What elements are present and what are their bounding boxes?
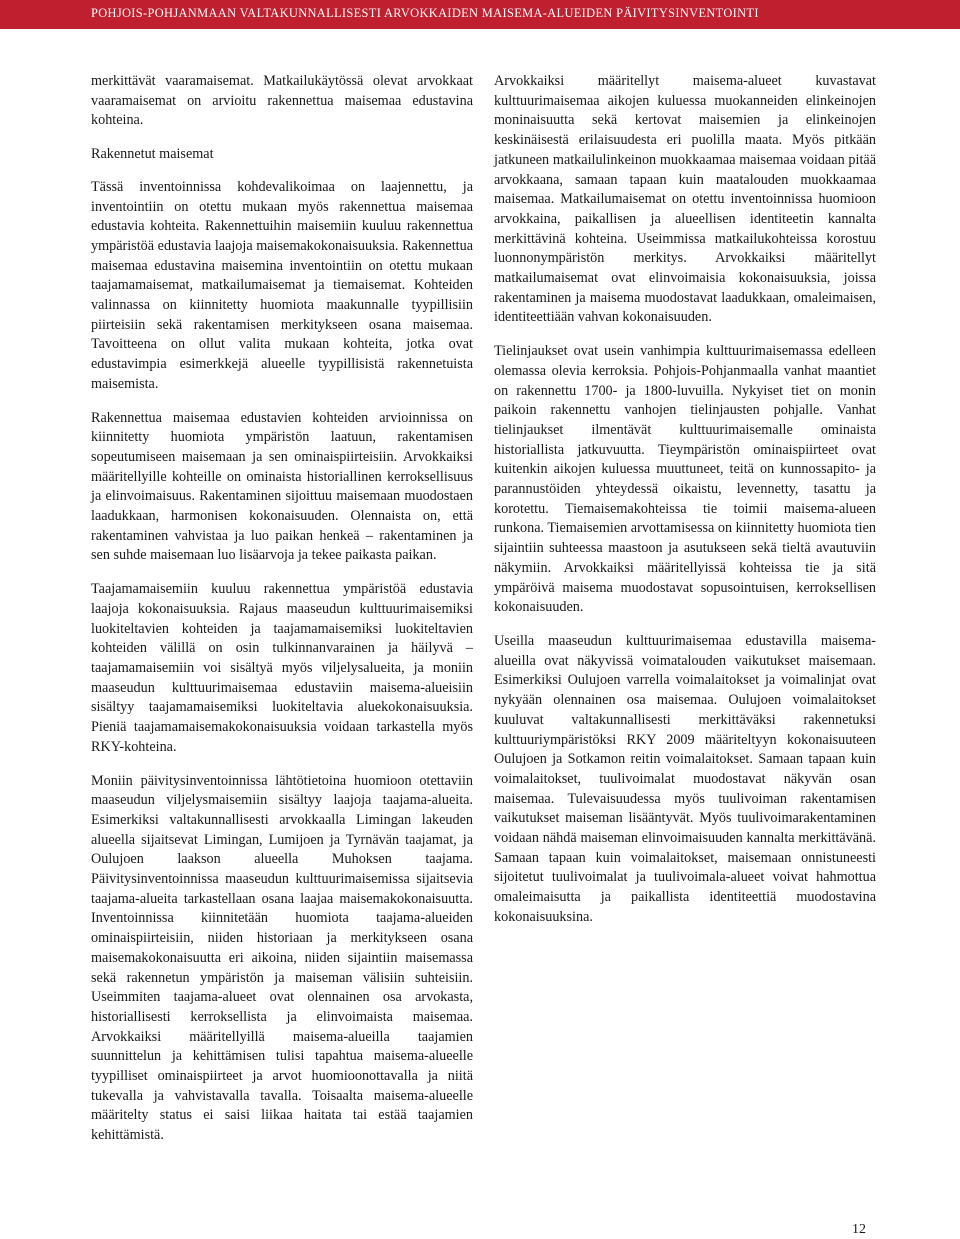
page-number: 12 [852,1222,866,1237]
paragraph: Tielinjaukset ovat usein vanhimpia kulttuurimaisemassa edelleen olemassa olevia kerroksia. Pohjois-Pohjanmaalla vanhat maantiet on rakennettu 1700- ja 1800-luvuilla. Nykyiset tiet on monin paikoin rakennettu vanhojen tielinjausten pohjalle. Vanhat tielinjaukset ilmentävät kulttuurimaisemalle ominaista historiallista jatkuvuutta. Tieympäristön ominaispiirteet ovat kuitenkin aikojen kuluessa muuttuneet, teitä on kunnossapito- ja parannustöiden yhteydessä oikaistu, levennetty, tasattu ja korotettu. Tiemaisemakohteissa tie toimii maisema-alueen runkona. Tiemaisemien arvottamisessa on kiinnitetty huomiota tien sijaintiin suhteessa maastoon ja asutukseen sekä tieltä avautuviin näkymiin. Arvokkaiksi määritellyissä kohteissa tie ja sitä ympäröivä maisema muodostavat sopusointuisen, kerroksellisen kokonaisuuden. [494,343,876,616]
paragraph: Rakennettua maisemaa edustavien kohteiden arvioinnissa on kiinnitetty huomiota ympäristön laatuun, rakentamisen sopeutumiseen maisemaan ja sen ominaispiirteisiin. Arvokkaiksi määritellyille kohteille on ominaista historiallinen kerroksellisuus ja elinvoimaisuus. Rakentaminen sijoittuu maisemaan muodostaen laadukkaan, harmonisen kokonaisuuden. Olennaista on, että rakentaminen vahvistaa ja luo paikan henkeä – rakentaminen ja sen suhde maisemaan luo lisäarvoja ja tekee paikasta paikan. [91,409,473,564]
paragraph: Taajamamaisemiin kuuluu rakennettua ympäristöä edustavia laajoja kokonaisuuksia. Rajaus maaseudun kulttuurimaisemiksi luokiteltavien kohteiden ja taajamamaisemiksi luokiteltavien kohteiden välillä on osin tulkinnanvarainen ja häilyvä – taajamamaisemiin voi sisältyä myös viljelysalueita, ja moniin maaseudun kulttuurimaisemaa edustaviin maisema-alueisiin sisältyy taajamamaisemiksi luokiteltavia aluekokonaisuuksia. Pieniä taajamamaisemakokonaisuuksia voidaan tarkastella myös RKY-kohteina. [91,581,473,755]
document-header-title: POHJOIS-POHJANMAAN VALTAKUNNALLISESTI ARVOKKAIDEN MAISEMA-ALUEIDEN PÄIVITYSINVENTOINTI [91,6,759,20]
paragraph: Moniin päivitysinventoinnissa lähtötietoina huomioon otettaviin maaseudun viljelysmaisemiin sisältyy laajoja taajama-alueita. Esimerkiksi valtakunnallisesti arvokkaalla Limingan lakeuden alueella sijaitsevat Limingan, Lumijoen ja Tyrnävän taajamat, ja Oulujoen laakson alueella Muhoksen taajama. Päivitysinventoinnissa maaseudun kulttuurimaisemissa sijaitsevia taajama-alueita tarkastellaan osana laajaa maisemakokonaisuutta. Inventoinnissa kiinnitetään huomiota taajama-alueiden ominaispiirteisiin, niiden historiaan ja merkitykseen osana maisemakokonaisuutta eri aikoina, niiden sijaintiin maisemassa sekä rakennetun ympäristön ja maiseman välisiin suhteisiin. Useimmiten taajama-alueet ovat olennainen osa arvokasta, historiallisesti kerroksellista ja elinvoimaista maisemaa. Arvokkaiksi määritellyillä maisema-alueilla taajamien suunnittelun ja kehittämisen tulisi tapahtua maisema-alueelle tyypilliset ominaispiirteet ja arvot huomioonottavalla ja niitä tukevalla ja vahvistavalla tavalla. Toisaalta maisema-alueelle määritelty status ei saisi liikaa haitata tai estää taajamien kehittämistä. [91,772,473,1144]
left-column [91,72,473,1160]
right-column [494,72,876,942]
paragraph: Useilla maaseudun kulttuurimaisemaa edustavilla maisema-alueilla ovat näkyvissä voimatalouden vaikutukset maisemaan. Esimerkiksi Oulujoen varrella voimalaitokset ja voimalinjat ovat nykyään olennainen osa maisemaa. Oulujoen voimalaitokset kuuluvat valtakunnallisesti merkittäväksi rakennetuksi kulttuuriympäristöksi RKY 2009 määriteltyyn kokonaisuuteen Oulujoen ja Sotkamon reitin voimalaitokset. Samaan tapaan kuin voimalaitokset, tuulivoimalat muodostavat näkyvän osan maisemaa. Tulevaisuudessa myös tuulivoiman rakentamisen vaikutukset maiseman lisääntyvät. Myös tuulivoimarakentaminen voidaan nähdä maiseman elinvoimaisuuden kannalta merkittävänä. Samaan tapaan kuin voimalaitokset, maisemaan onnistuneesti sijoitetut tuulivoimalat ja tuulivoimala-alueet voivat hahmottua omaleimaisutta ja paikallista identiteettiä muodostavina kokonaisuuksina. [494,632,876,925]
section-heading: Rakennetut maisemat [91,146,214,163]
paragraph: Arvokkaiksi määritellyt maisema-alueet kuvastavat kulttuurimaisemaa aikojen kuluessa muokanneiden elinkeinojen moninaisuutta sekä kertovat maisemien ja elinkeinojen keskinäisestä erilaisuudesta eri puolilla maata. Myös pitkään jatkuneen matkailulinkeinon muokkaamaa maisemaa voidaan pitää arvokkaana, samaan tapaan kuin maatalouden muokkaamaa maisemaa. Matkailumaisemat on otettu inventoinnissa huomioon arvokkaina, paikallisen ja alueellisen identiteetin kannalta merkittävinä kohteina. Useimmissa matkailukohteissa korostuu luonnonympäristön merkitys. Arvokkaiksi määritellyt matkailumaisemat ovat elinvoimaisia kokonaisuuksia, joissa rakentaminen ja maisema muodostavat laadukkaan, omaleimaisen, identiteettiään vahvan kokonaisuuden. [494,73,876,326]
paragraph: merkittävät vaaramaisemat. Matkailukäytössä olevat arvokkaat vaaramaisemat on arvioitu rakennettua maisemaa edustavina kohteina. [91,73,473,129]
paragraph: Tässä inventoinnissa kohdevalikoimaa on laajennettu, ja inventointiin on otettu mukaan myös rakennettua maisemaa edustavia kohteita. Rakennettuihin maisemiin kuuluu rakennettua ympäristöä edustavia laajoja maisemakokonaisuuksia. Rakennettua maisemaa edustavina maisemina inventointiin on otettu mukaan taajamamaisemat, matkailumaisemat ja tiemaisemat. Kohteiden valinnassa on kiinnitetty huomiota maakunnalle tyypillisiin piirteisiin sekä rakentamisen merkitykseen osana maisemaa. Tavoitteena on ollut valita mukaan kohteita, jotka ovat edustavimpia esimerkkejä alueelle tyypillisistä rakennetuista maisemista. [91,178,473,392]
header-bar [0,0,960,29]
